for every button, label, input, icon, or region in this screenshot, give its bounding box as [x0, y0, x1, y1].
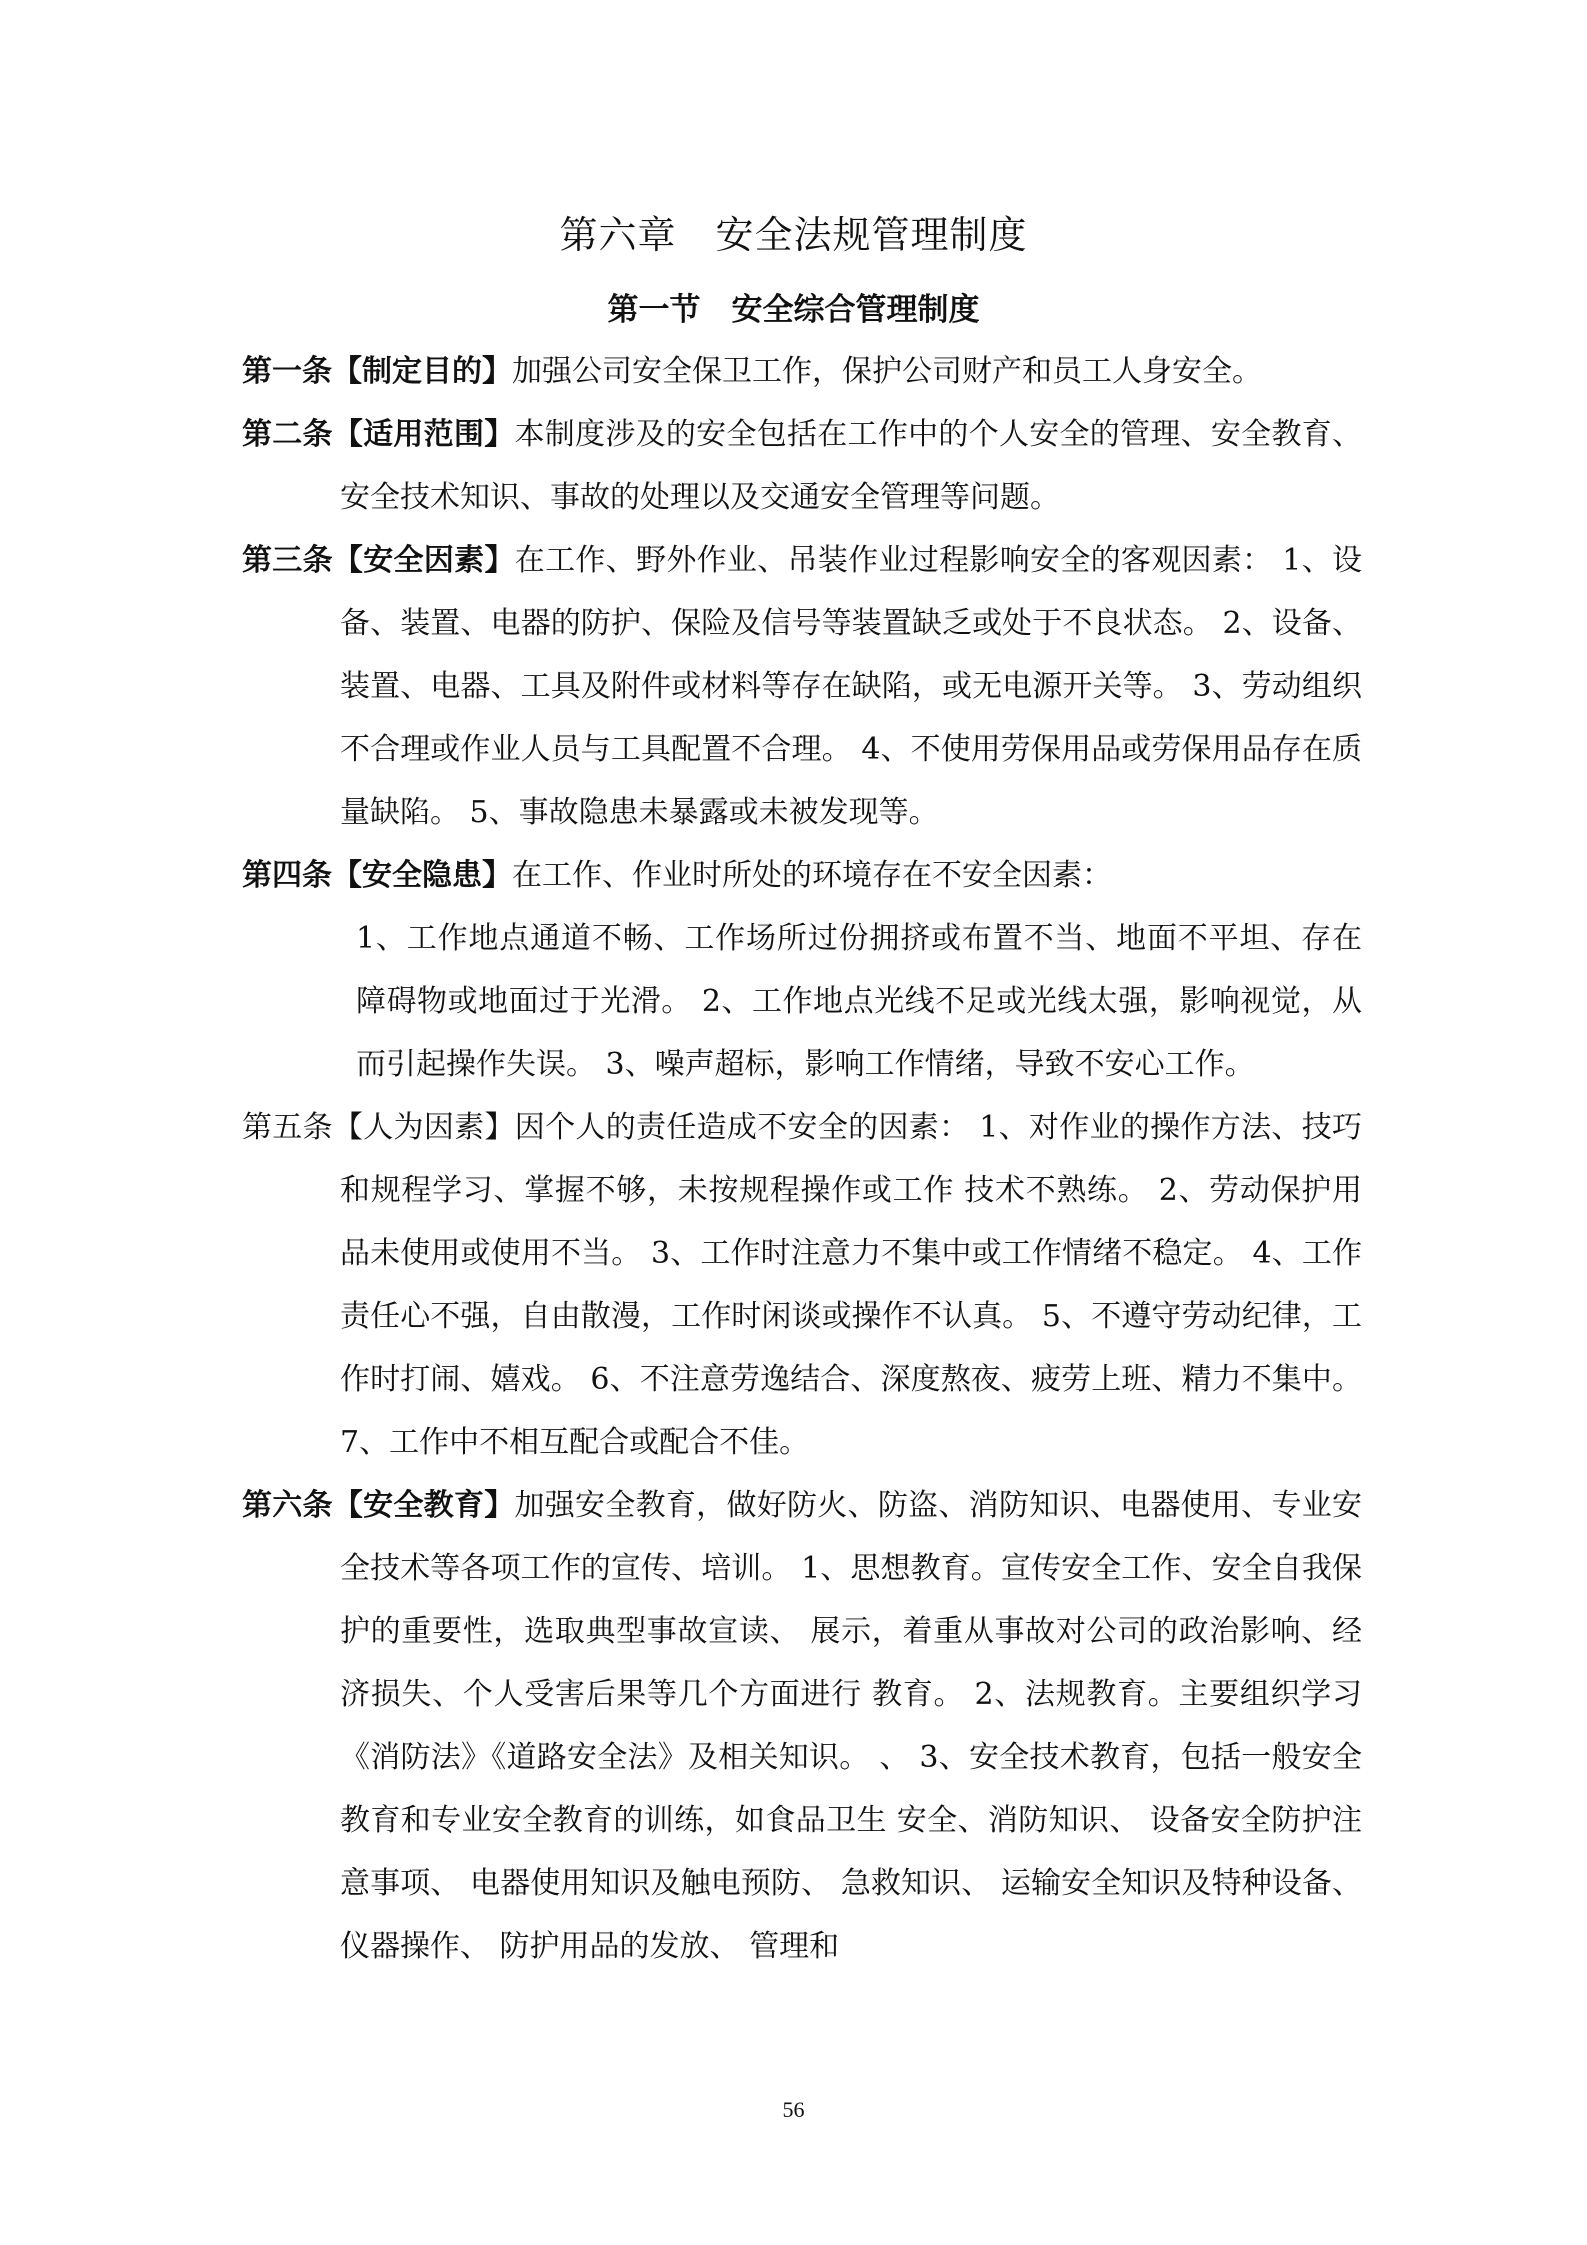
article-6	[242, 1474, 1362, 1978]
article-text: 加强安全教育，做好防火、防盗、消防知识、电器使用、专业安全技术等各项工作的宣传、培训。 1、思想教育。宣传安全工作、安全自我保护的重要性，选取典型事故宣读、 展示，着重从事故对公司的政治影响、经济损失、个人受害后果等几个方面进行 教育。 2、法规教育。主要组织学习《消防法》《道路安全法》及相关知识。 、 3、安全技术教育，包括一般安全教育和专业安全教育的训练，如食品卫生 安全、消防知识、 设备安全防护注意事项、 电器使用知识及触电预防、 急救知识、 运输安全知识及特种设备、 仪器操作、 防护用品的发放、 管理和	[340, 1488, 1362, 1964]
article-heading: 第一条【制定目的】	[242, 354, 512, 389]
article-heading: 第三条【安全因素】	[242, 543, 515, 578]
article-heading: 第四条【安全隐患】	[242, 858, 512, 893]
article-3	[242, 529, 1362, 844]
article-1	[242, 340, 1362, 403]
article-list	[242, 340, 1362, 1978]
article-text: 加强公司安全保卫工作，保护公司财产和员工人身安全。	[512, 354, 1262, 389]
chapter-title: 第六章 安全法规管理制度	[559, 213, 1028, 257]
article-2	[242, 403, 1362, 529]
article-text: 在工作、野外作业、吊装作业过程影响安全的客观因素： 1、设备、装置、电器的防护、保险及信号等装置缺乏或处于不良状态。 2、设备、装置、电器、工具及附件或材料等存在缺陷，或无电源开关等。 3、劳动组织不合理或作业人员与工具配置不合理。 4、不使用劳保用品或劳保用品存在质量缺陷。 5、事故隐患未暴露或未被发现等。	[340, 543, 1363, 830]
article-4	[242, 844, 1362, 907]
article-heading: 第五条【人为因素】	[242, 1110, 515, 1145]
article-5	[242, 1096, 1362, 1474]
article-4-sub-paragraph: 1、工作地点通道不畅、工作场所过份拥挤或布置不当、地面不平坦、存在障碍物或地面过于光滑。 2、工作地点光线不足或光线太强，影响视觉，从而引起操作失误。 3、噪声超标，影响工作情绪，导致不安心工作。	[356, 921, 1362, 1082]
section-title: 第一节 安全综合管理制度	[607, 292, 980, 328]
article-heading: 第二条【适用范围】	[242, 417, 515, 452]
article-heading: 第六条【安全教育】	[242, 1488, 515, 1523]
page-number: 56	[782, 2097, 805, 2122]
article-text: 在工作、作业时所处的环境存在不安全因素：	[512, 858, 1112, 893]
article-text: 因个人的责任造成不安全的因素： 1、对作业的操作方法、技巧和规程学习、掌握不够，未按规程操作或工作 技术不熟练。 2、劳动保护用品未使用或使用不当。 3、工作时注意力不集中或工作情绪不稳定。 4、工作责任心不强，自由散漫，工作时闲谈或操作不认真。 5、不遵守劳动纪律，工作时打闹、嬉戏。 6、不注意劳逸结合、深度熬夜、疲劳上班、精力不集中。 7、工作中不相互配合或配合不佳。	[340, 1110, 1363, 1460]
article-text: 本制度涉及的安全包括在工作中的个人安全的管理、安全教育、安全技术知识、事故的处理以及交通安全管理等问题。	[340, 417, 1362, 515]
